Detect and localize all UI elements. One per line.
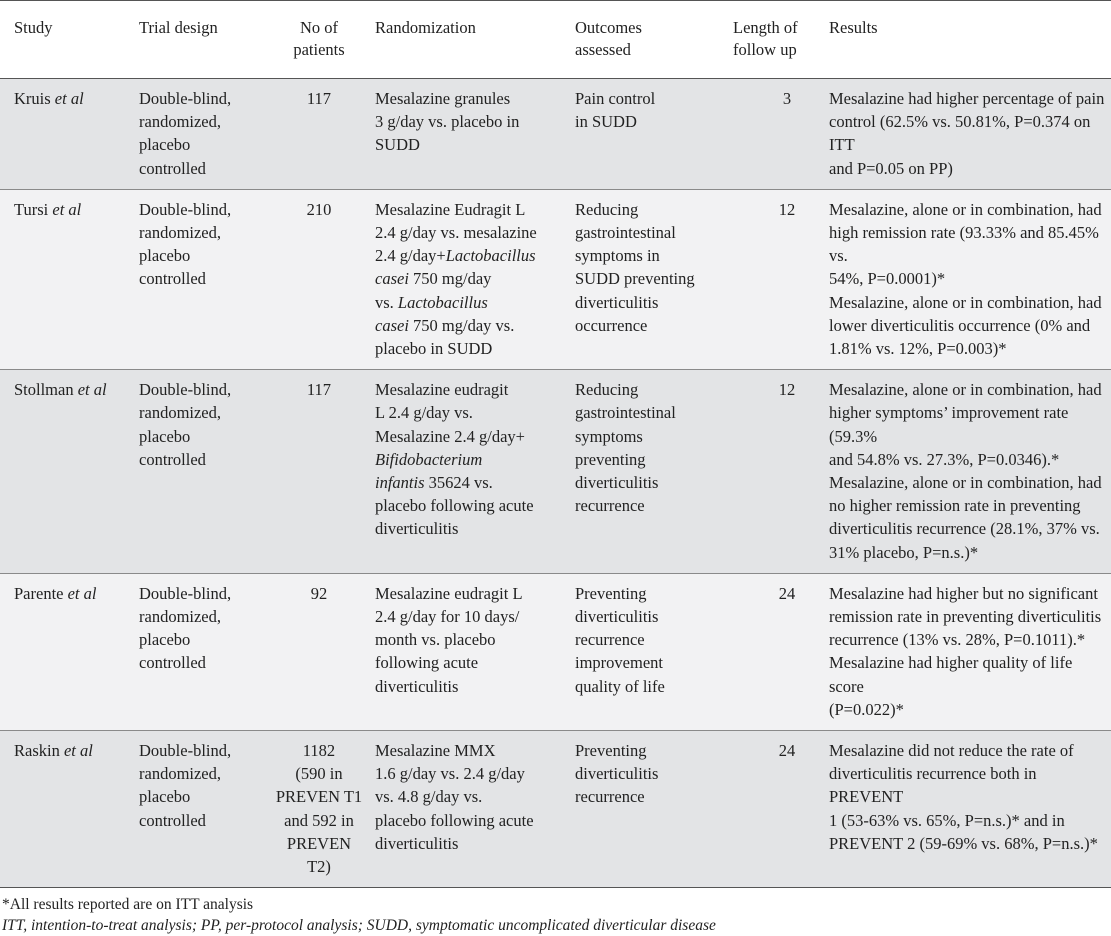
randomization-line [375,87,563,110]
randomization-line [375,378,563,401]
outcomes-line: Pain control [575,89,656,108]
design-line: randomized, [139,764,222,784]
randomization-segment: 2.4 g/day vs. mesalazine [375,223,537,243]
design-line: Double-blind, [139,380,232,400]
results-line: higher symptoms’ improvement rate (59.3% [829,403,1069,446]
randomization-line [375,314,563,337]
table-row [0,370,1111,574]
header-row [0,1,1111,79]
randomization-line [375,471,563,494]
design-line: placebo [139,630,191,650]
randomization-line [375,401,563,424]
table-row [0,79,1111,190]
randomization-segment: diverticulitis [375,519,459,539]
cell-design [133,79,269,190]
design-line: Double-blind, [139,199,232,219]
cell-randomization [369,370,569,574]
design-line: Double-blind, [139,741,232,761]
patients-line: 117 [306,89,332,108]
randomization-segment: Lactobacillus [397,292,488,312]
study-et-al: et al [67,583,97,603]
study-author: Raskin [14,741,60,761]
outcomes-line: Preventing [575,583,647,603]
header-followup-line: follow up [733,40,797,59]
header-patients-line: No of [299,18,339,37]
randomization-line [375,267,563,290]
randomization-line [375,785,563,808]
header-patients [269,1,369,79]
study-et-al: et al [54,89,84,108]
randomization-segment: L 2.4 g/day vs. [375,403,473,423]
footnote-abbreviations: ITT, intention-to-treat analysis; PP, per-protocol analysis; SUDD, symptomatic uncomplicated diverticular disease [2,917,716,935]
patients-line: 117 [306,380,332,400]
outcomes-line: occurrence [575,315,648,335]
cell-randomization [369,79,569,190]
cell-design [133,731,269,888]
randomization-segment: Mesalazine 2.4 g/day+ [375,426,525,446]
table-row [0,573,1111,730]
randomization-line [375,739,563,762]
results-line: 1.81% vs. 12%, P=0.003)* [829,339,1007,359]
randomization-segment: 3 g/day vs. placebo in [375,112,520,132]
outcomes-line: symptoms [575,426,643,446]
header-followup [727,1,823,79]
cell-followup [727,189,823,369]
cell-patients [269,573,369,730]
outcomes-line: gastrointestinal [575,403,676,423]
randomization-segment: 1.6 g/day vs. 2.4 g/day [375,764,525,784]
cell-followup [727,731,823,888]
randomization-line [375,425,563,448]
cell-followup [727,79,823,190]
patients-line: (590 in [295,764,343,784]
randomization-segment: 750 mg/day [408,269,492,289]
randomization-line [375,110,563,133]
randomization-line [375,809,563,832]
cell-results [823,573,1111,730]
outcomes-line: Reducing [575,199,639,219]
design-line: placebo [139,246,191,266]
design-line: randomized, [139,403,222,423]
header-design: Trial design [139,18,218,37]
patients-line: 1182 [302,741,336,761]
design-line: placebo [139,426,191,446]
results-line: 1 (53-63% vs. 65%, P=n.s.)* and in [829,810,1065,830]
randomization-line [375,221,563,244]
results-line: 54%, P=0.0001)* [829,269,946,289]
results-line: 31% placebo, P=n.s.)* [829,542,979,562]
randomization-segment: Mesalazine Eudragit L [375,199,526,219]
results-line: high remission rate (93.33% and 85.45% vs. [829,223,1099,266]
cell-randomization [369,731,569,888]
results-line: Mesalazine, alone or in combination, had [829,380,1102,400]
design-line: controlled [139,810,206,830]
header-outcomes-line: Outcomes [575,18,642,37]
randomization-segment: Mesalazine eudragit [375,380,509,400]
randomization-segment: Mesalazine eudragit L [375,583,523,603]
outcomes-line: preventing [575,449,646,469]
outcomes-line: recurrence [575,787,645,807]
cell-outcomes [569,79,727,190]
results-line: Mesalazine had higher but no significant [829,583,1098,603]
study-author: Tursi [14,199,49,219]
cell-design [133,370,269,574]
study-et-al: et al [63,741,93,761]
cell-patients [269,79,369,190]
cell-outcomes [569,731,727,888]
table-header [0,1,1111,79]
footnote-itt: *All results reported are on ITT analysis [2,896,254,914]
results-line: control (62.5% vs. 50.81%, P=0.374 on ITT [829,112,1091,155]
randomization-segment: vs. [375,292,398,312]
header-study: Study [14,18,53,37]
cell-results [823,189,1111,369]
randomization-segment: month vs. placebo [375,630,496,650]
patients-line: 210 [306,199,332,219]
study-author: Stollman [14,380,74,400]
cell-study [0,573,133,730]
outcomes-line: symptoms in [575,246,660,266]
header-results: Results [829,18,878,37]
results-line: and 54.8% vs. 27.3%, P=0.0346).* [829,449,1060,469]
outcomes-line: Reducing [575,380,639,400]
design-line: controlled [139,158,206,178]
cell-design [133,189,269,369]
patients-line: and 592 in [284,810,354,830]
randomization-segment: diverticulitis [375,676,459,696]
randomization-segment: Mesalazine granules [375,89,511,108]
design-line: placebo [139,135,191,155]
randomization-line [375,517,563,540]
design-line: Double-blind, [139,583,232,603]
cell-results [823,79,1111,190]
cell-patients [269,370,369,574]
table-body [0,79,1111,888]
randomization-line [375,628,563,651]
outcomes-line: recurrence [575,630,645,650]
results-line: PREVENT 2 (59-69% vs. 68%, P=n.s.)* [829,833,1098,853]
cell-followup [727,573,823,730]
design-line: placebo [139,787,191,807]
outcomes-line: in SUDD [575,112,637,132]
design-line: randomized, [139,112,222,132]
cell-patients [269,189,369,369]
cell-randomization [369,189,569,369]
results-line: Mesalazine had higher percentage of pain [829,89,1105,108]
randomization-segment: casei [375,315,409,335]
results-line: Mesalazine, alone or in combination, had [829,292,1102,312]
header-outcomes-line: assessed [575,40,631,59]
design-line: randomized, [139,607,222,627]
randomization-segment: Mesalazine MMX [375,741,496,761]
cell-outcomes [569,189,727,369]
table-row [0,189,1111,369]
cell-study [0,79,133,190]
study-author: Parente [14,583,64,603]
results-line: lower diverticulitis occurrence (0% and [829,315,1091,335]
randomization-segment: vs. 4.8 g/day vs. [375,787,483,807]
results-line: no higher remission rate in preventing [829,496,1081,516]
header-followup-line: Length of [733,18,798,37]
cell-followup [727,370,823,574]
table-row [0,731,1111,888]
randomization-line [375,762,563,785]
outcomes-line: diverticulitis [575,292,659,312]
results-line: remission rate in preventing diverticulitis [829,607,1102,627]
randomization-segment: 750 mg/day vs. [408,315,515,335]
randomization-line [375,133,563,156]
results-line: diverticulitis recurrence (28.1%, 37% vs. [829,519,1100,539]
header-patients-line: patients [293,40,345,59]
results-line: Mesalazine did not reduce the rate of [829,741,1074,761]
results-line: Mesalazine, alone or in combination, had [829,473,1102,493]
randomization-line [375,605,563,628]
randomization-line [375,448,563,471]
results-line: (P=0.022)* [829,699,904,719]
design-line: randomized, [139,223,222,243]
cell-outcomes [569,573,727,730]
outcomes-line: gastrointestinal [575,223,676,243]
outcomes-line: diverticulitis [575,764,659,784]
study-et-al: et al [52,199,82,219]
outcomes-line: diverticulitis [575,607,659,627]
randomization-line [375,337,563,360]
cell-outcomes [569,370,727,574]
results-line: Mesalazine had higher quality of life score [829,653,1073,696]
cell-results [823,370,1111,574]
outcomes-line: diverticulitis [575,473,659,493]
design-line: controlled [139,653,206,673]
followup-value: 3 [782,89,792,108]
randomization-line [375,291,563,314]
outcomes-line: quality of life [575,676,665,696]
results-line: and P=0.05 on PP) [829,158,953,178]
randomization-segment: Lactobacillus [445,246,536,266]
randomization-line [375,244,563,267]
outcomes-line: Preventing [575,741,647,761]
cell-randomization [369,573,569,730]
randomization-segment: placebo in SUDD [375,339,493,359]
design-line: Double-blind, [139,89,232,108]
outcomes-line: recurrence [575,496,645,516]
randomization-segment: 2.4 g/day for 10 days/ [375,607,520,627]
design-line: controlled [139,449,206,469]
randomization-line [375,651,563,674]
patients-line: PREVEN T2) [286,833,352,877]
randomization-line [375,832,563,855]
followup-value: 12 [778,380,796,400]
results-line: diverticulitis recurrence both in PREVENT [829,764,1037,807]
table-footnotes [0,888,1111,936]
followup-value: 24 [778,583,796,603]
header-outcomes [569,1,727,79]
randomization-segment: 2.4 g/day+ [375,246,446,266]
randomization-segment: placebo following acute [375,496,534,516]
outcomes-line: improvement [575,653,663,673]
study-et-al: et al [77,380,107,400]
cell-study [0,189,133,369]
cell-patients [269,731,369,888]
randomization-segment: following acute [375,653,479,673]
cell-study [0,370,133,574]
randomization-segment: SUDD [375,135,420,155]
patients-line: 92 [310,583,328,603]
study-author: Kruis [14,89,51,108]
randomization-line [375,198,563,221]
results-line: recurrence (13% vs. 28%, P=0.1011).* [829,630,1086,650]
randomization-segment: 35624 vs. [424,473,493,493]
randomization-segment: diverticulitis [375,833,459,853]
randomization-line [375,582,563,605]
randomization-segment: Bifidobacterium [375,449,483,469]
followup-value: 12 [778,199,796,219]
design-line: controlled [139,269,206,289]
randomization-segment: placebo following acute [375,810,534,830]
outcomes-line: SUDD preventing [575,269,695,289]
results-line: Mesalazine, alone or in combination, had [829,199,1102,219]
cell-results [823,731,1111,888]
randomization-segment: infantis [375,473,425,493]
followup-value: 24 [778,741,796,761]
header-randomization: Randomization [375,18,476,37]
randomization-line [375,494,563,517]
patients-line: PREVEN T1 [275,787,363,807]
randomization-segment: casei [375,269,409,289]
cell-design [133,573,269,730]
randomization-line [375,675,563,698]
cell-study [0,731,133,888]
